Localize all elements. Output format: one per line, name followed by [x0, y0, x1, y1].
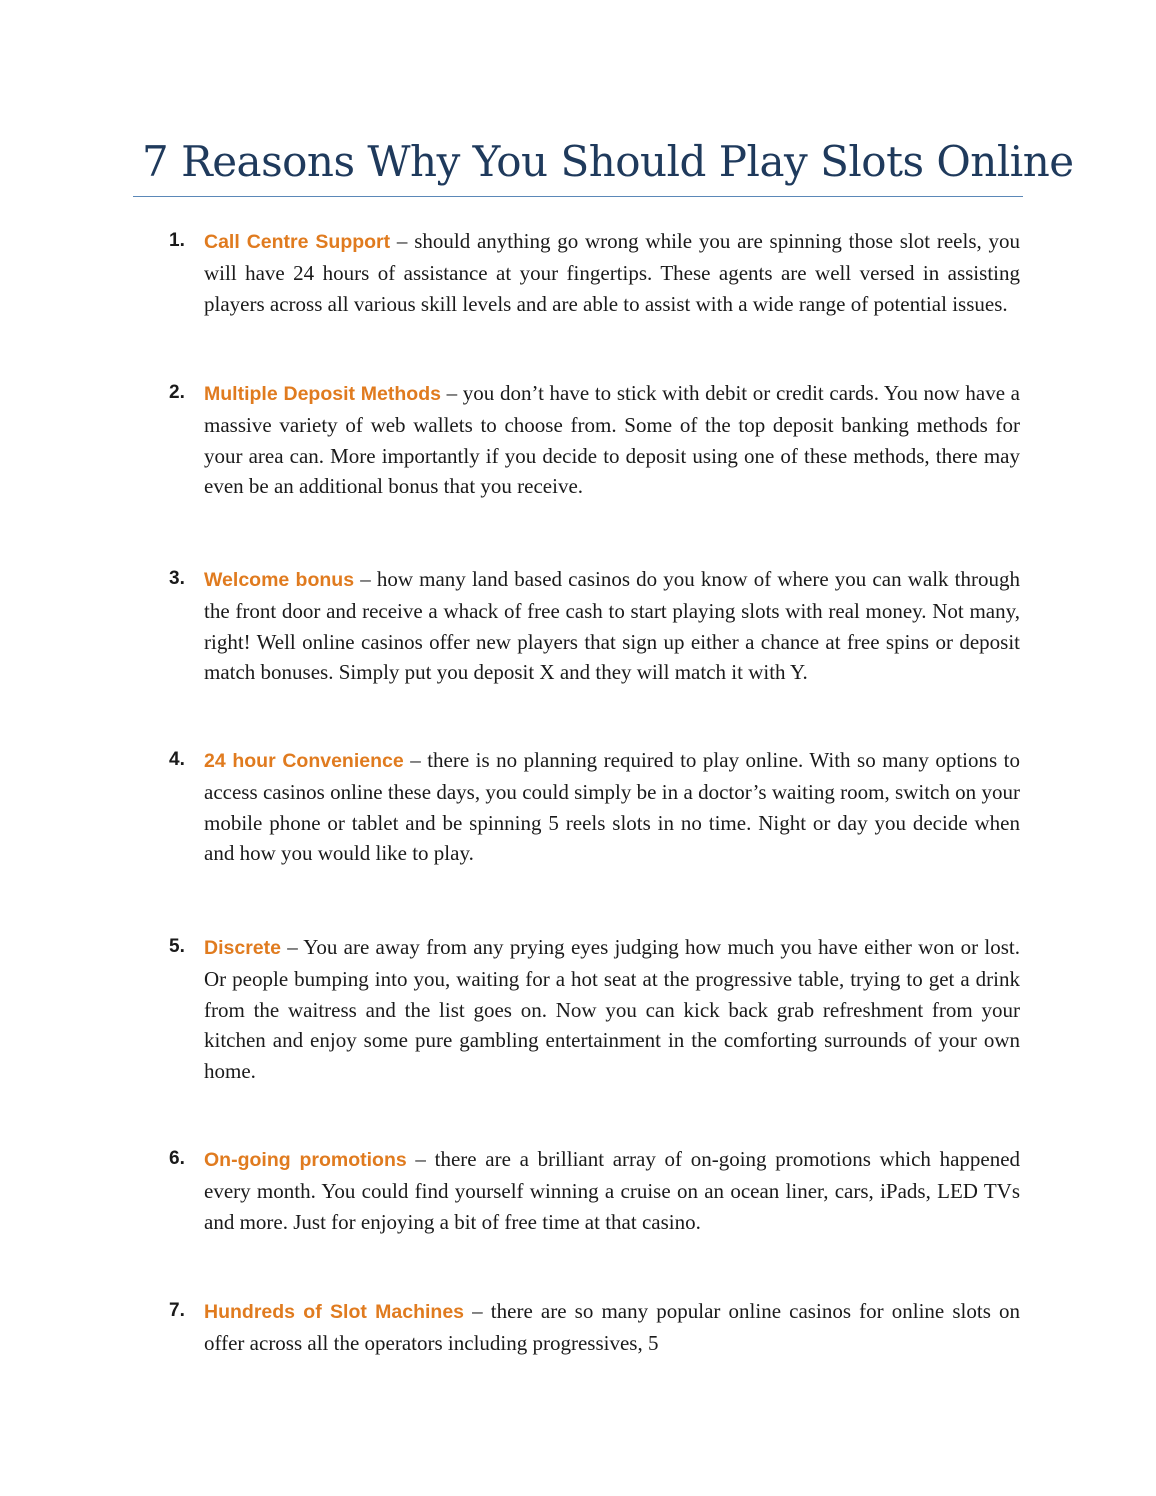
item-heading: Multiple Deposit Methods — [204, 383, 441, 405]
list-item — [169, 564, 1020, 688]
item-number: 4. — [169, 749, 185, 770]
item-heading: Call Centre Support — [204, 231, 391, 253]
item-text: how many land based casinos do you know of where you can walk through the front door and receive a whack of free cash to start playing slots with real money. Not many, right! Well online casinos offer new players that sign up either a chance at free spins or deposit match bonuses. Simply put you deposit X and they will match it with Y. — [204, 567, 1020, 685]
list-item — [169, 932, 1021, 1087]
item-heading: Discrete — [204, 937, 281, 959]
item-text: there is no planning required to play online. With so many options to access casinos online these days, you could simply be in a doctor’s waiting room, switch on your mobile phone or tablet and be spinning 5 reels slots in no time. Night or day you decide when and how you would like to play. — [204, 748, 1021, 866]
list-item — [169, 226, 1021, 319]
item-text: there are so many popular online casinos for online slots on offer across all the operators including progressives, 5 — [204, 1299, 1021, 1355]
item-separator: – — [287, 935, 304, 959]
item-number: 5. — [169, 936, 185, 957]
item-heading: Welcome bonus — [204, 569, 355, 591]
item-text: there are a brilliant array of on-going promotions which happened every month. You could find yourself winning a cruise on an ocean liner, cars, iPads, LED TVs and more. Just for enjoying a bit of free time at that casino. — [204, 1147, 1021, 1234]
item-heading: On-going promotions — [204, 1149, 407, 1171]
page-title: 7 Reasons Why You Should Play Slots Online — [142, 137, 1074, 186]
item-number: 7. — [169, 1300, 185, 1321]
item-text: should anything go wrong while you are spinning those slot reels, you will have 24 hours of assistance at your fingertips. These agents are well versed in assisting players across all various skill levels and are able to assist with a wide range of potential issues. — [204, 229, 1021, 316]
list-item — [169, 378, 1020, 502]
title-underline — [133, 196, 1023, 197]
item-separator: – — [396, 229, 415, 253]
item-separator: – — [472, 1299, 491, 1323]
item-heading: Hundreds of Slot Machines — [204, 1301, 465, 1323]
list-item — [169, 1296, 1021, 1359]
item-separator: – — [446, 381, 463, 405]
item-separator: – — [410, 748, 428, 772]
item-heading: 24 hour Convenience — [204, 750, 404, 772]
item-number: 1. — [169, 230, 185, 251]
item-text: you don’t have to stick with debit or credit cards. You now have a massive variety of web wallets to choose from. Some of the top deposit banking methods for your area can. More importantly if you decide to deposit using one of these methods, there may even be an additional bonus that you receive. — [204, 381, 1020, 499]
item-number: 6. — [169, 1148, 185, 1169]
list-item — [169, 745, 1021, 869]
item-text: You are away from any prying eyes judging how much you have either won or lost. Or people bumping into you, waiting for a hot seat at the progressive table, trying to get a drink from the waitress and the list goes on. Now you can kick back grab refreshment from your kitchen and enjoy some pure gambling entertainment in the comforting surrounds of your own home. — [204, 935, 1021, 1084]
item-separator: – — [360, 567, 377, 591]
item-number: 2. — [169, 382, 185, 403]
list-item — [169, 1144, 1021, 1237]
item-number: 3. — [169, 568, 185, 589]
item-separator: – — [415, 1147, 435, 1171]
